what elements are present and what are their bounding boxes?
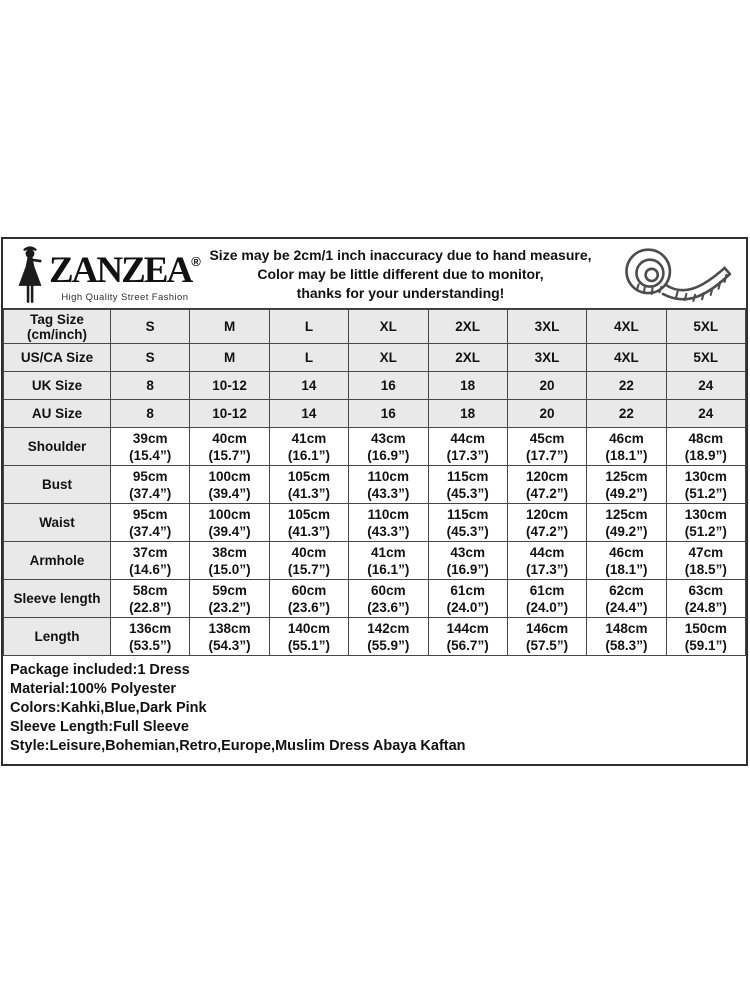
measurement-inch: (41.3”) — [287, 485, 330, 501]
measurement-cm: 38cm — [212, 544, 247, 560]
size-cell: M — [190, 310, 269, 344]
measurement-cm: 115cm — [447, 506, 489, 522]
measurement-cm: 45cm — [529, 430, 565, 446]
size-cell: 5XL — [666, 310, 745, 344]
measurement-cell — [269, 504, 348, 542]
measurement-inch: (22.8”) — [129, 599, 172, 615]
size-row — [4, 372, 746, 400]
brand-text — [49, 245, 201, 303]
measurement-cell — [666, 428, 745, 466]
size-cell: S — [111, 344, 190, 372]
measurement-cell — [507, 428, 586, 466]
measurement-inch: (23.2”) — [208, 599, 251, 615]
size-chart-sheet — [1, 237, 748, 766]
measurement-inch: (49.2”) — [605, 523, 648, 539]
measurement-cm: 95cm — [132, 506, 168, 522]
row-label: Shoulder — [4, 428, 111, 466]
row-label-line: (cm/inch) — [26, 326, 87, 342]
measurement-cell — [666, 542, 745, 580]
measurement-row — [4, 504, 746, 542]
measurement-inch: (23.6”) — [367, 599, 410, 615]
size-cell: 18 — [428, 372, 507, 400]
notice-line-1: Size may be 2cm/1 inch inaccuracy due to hand measure, — [209, 247, 592, 263]
measurement-inch: (16.9”) — [367, 447, 410, 463]
measurement-inch: (16.1”) — [367, 561, 410, 577]
measurement-cell — [587, 618, 666, 656]
measurement-inch: (39.4”) — [208, 485, 251, 501]
measurement-inch: (39.4”) — [208, 523, 251, 539]
measurement-cell — [349, 542, 428, 580]
notice-line-2: Color may be little different due to monitor, — [257, 266, 544, 282]
measurement-cm: 41cm — [371, 544, 406, 560]
size-cell: 16 — [349, 372, 428, 400]
measurement-inch: (24.0”) — [446, 599, 489, 615]
measurement-cm: 140cm — [287, 620, 330, 636]
measurement-inch: (55.9”) — [367, 637, 410, 653]
row-label — [4, 310, 111, 344]
measurement-cm: 48cm — [688, 430, 724, 446]
measurement-cell — [111, 466, 190, 504]
size-row — [4, 344, 746, 372]
measurement-cell — [269, 618, 348, 656]
measurement-cm: 47cm — [688, 544, 724, 560]
measurement-inch: (14.6”) — [129, 561, 172, 577]
measurement-cm: 120cm — [526, 468, 569, 484]
measurement-inch: (24.4”) — [605, 599, 648, 615]
measurement-cm: 43cm — [371, 430, 406, 446]
measurement-cm: 144cm — [446, 620, 489, 636]
note-package: Package included:1 Dress — [10, 662, 190, 678]
measure-notice — [195, 244, 606, 303]
measurement-cm: 39cm — [132, 430, 168, 446]
measurement-cm: 120cm — [526, 506, 569, 522]
measurement-inch: (15.7”) — [287, 561, 330, 577]
measurement-cell — [190, 428, 269, 466]
measurement-cell — [190, 504, 269, 542]
note-style: Style:Leisure,Bohemian,Retro,Europe,Muslim Dress Abaya Kaftan — [10, 738, 466, 754]
row-label: Sleeve length — [4, 580, 111, 618]
header — [3, 239, 746, 309]
size-cell: 8 — [111, 372, 190, 400]
measurement-cell — [507, 466, 586, 504]
measurement-cm: 95cm — [132, 468, 168, 484]
measurement-cell — [349, 428, 428, 466]
measurement-inch: (15.0”) — [208, 561, 251, 577]
measurement-inch: (41.3”) — [287, 523, 330, 539]
note-colors: Colors:Kahki,Blue,Dark Pink — [10, 700, 207, 716]
measurement-cm: 115cm — [447, 468, 489, 484]
measurement-inch: (15.7”) — [208, 447, 251, 463]
measurement-cm: 125cm — [605, 506, 648, 522]
measurement-inch: (59.1”) — [684, 637, 727, 653]
measurement-cm: 46cm — [609, 430, 644, 446]
measurement-inch: (18.1”) — [605, 447, 648, 463]
measurement-cell — [349, 580, 428, 618]
row-label: UK Size — [4, 372, 111, 400]
size-cell: L — [269, 310, 348, 344]
size-table — [3, 309, 746, 656]
size-row — [4, 400, 746, 428]
measurement-cell — [428, 504, 507, 542]
measurement-cm: 136cm — [129, 620, 172, 636]
measurement-cell — [507, 542, 586, 580]
measurement-cell — [666, 618, 745, 656]
measurement-cell — [428, 466, 507, 504]
size-cell: M — [190, 344, 269, 372]
measurement-cm: 61cm — [450, 582, 485, 598]
size-cell: 4XL — [587, 310, 666, 344]
measurement-cell — [111, 428, 190, 466]
size-cell: 18 — [428, 400, 507, 428]
size-cell: XL — [349, 310, 428, 344]
measurement-cell — [587, 580, 666, 618]
measurement-cell — [428, 428, 507, 466]
measurement-cell — [349, 504, 428, 542]
measurement-cell — [190, 618, 269, 656]
measurement-cm: 142cm — [367, 620, 410, 636]
measurement-cell — [269, 466, 348, 504]
row-label: Bust — [4, 466, 111, 504]
measurement-cell — [507, 504, 586, 542]
note-sleeve-length: Sleeve Length:Full Sleeve — [10, 719, 189, 735]
measurement-cell — [269, 542, 348, 580]
size-cell: 22 — [587, 372, 666, 400]
measurement-inch: (57.5”) — [526, 637, 569, 653]
measurement-cm: 61cm — [529, 582, 565, 598]
woman-silhouette-icon — [13, 243, 47, 305]
size-cell: 20 — [507, 372, 586, 400]
measurement-cm: 105cm — [287, 506, 330, 522]
size-cell: 24 — [666, 400, 745, 428]
measurement-inch: (18.1”) — [605, 561, 648, 577]
measurement-inch: (51.2”) — [684, 485, 727, 501]
measurement-cm: 40cm — [291, 544, 327, 560]
measurement-cell — [666, 580, 745, 618]
measurement-inch: (47.2”) — [526, 523, 569, 539]
measurement-cell — [587, 466, 666, 504]
size-cell: 3XL — [507, 310, 586, 344]
measurement-inch: (37.4”) — [129, 523, 172, 539]
size-cell: L — [269, 344, 348, 372]
measurement-cell — [111, 580, 190, 618]
size-cell: 24 — [666, 372, 745, 400]
product-notes — [3, 656, 746, 764]
size-cell: 20 — [507, 400, 586, 428]
size-cell: 8 — [111, 400, 190, 428]
measurement-inch: (24.0”) — [526, 599, 569, 615]
measurement-inch: (45.3”) — [446, 485, 489, 501]
measurement-cell — [507, 580, 586, 618]
row-label: Armhole — [4, 542, 111, 580]
size-table-body — [4, 310, 746, 656]
measurement-cm: 59cm — [212, 582, 247, 598]
measurement-inch: (37.4”) — [129, 485, 172, 501]
measurement-cell — [507, 618, 586, 656]
measurement-inch: (15.4”) — [129, 447, 172, 463]
measurement-inch: (18.9”) — [684, 447, 727, 463]
measurement-cm: 110cm — [367, 468, 409, 484]
size-cell: 10-12 — [190, 372, 269, 400]
measurement-cell — [587, 428, 666, 466]
brand-name: ZANZEA — [49, 249, 192, 291]
measurement-cell — [269, 580, 348, 618]
measurement-cell — [587, 542, 666, 580]
measurement-cm: 63cm — [688, 582, 724, 598]
measurement-cm: 110cm — [367, 506, 409, 522]
size-cell: 14 — [269, 400, 348, 428]
measurement-cm: 125cm — [605, 468, 648, 484]
size-cell: 3XL — [507, 344, 586, 372]
measurement-inch: (16.9”) — [446, 561, 489, 577]
measurement-inch: (45.3”) — [446, 523, 489, 539]
brand-logo — [3, 243, 201, 305]
measurement-cm: 150cm — [684, 620, 727, 636]
measurement-cm: 100cm — [208, 468, 251, 484]
measurement-inch: (17.7”) — [526, 447, 569, 463]
measurement-cell — [349, 466, 428, 504]
measurement-inch: (54.3”) — [208, 637, 251, 653]
measurement-inch: (24.8”) — [684, 599, 727, 615]
measurement-row — [4, 428, 746, 466]
size-cell: 10-12 — [190, 400, 269, 428]
measurement-row — [4, 618, 746, 656]
measurement-cm: 37cm — [132, 544, 168, 560]
measurement-inch: (49.2”) — [605, 485, 648, 501]
measurement-cm: 105cm — [287, 468, 330, 484]
measurement-cell — [428, 580, 507, 618]
measurement-cell — [269, 428, 348, 466]
measurement-row — [4, 466, 746, 504]
measurement-inch: (56.7”) — [446, 637, 489, 653]
measurement-cell — [111, 618, 190, 656]
measurement-inch: (43.3”) — [367, 523, 410, 539]
measurement-inch: (55.1”) — [287, 637, 330, 653]
measurement-inch: (17.3”) — [446, 447, 489, 463]
measurement-cm: 62cm — [609, 582, 644, 598]
measurement-inch: (18.5”) — [684, 561, 727, 577]
measurement-cell — [666, 504, 745, 542]
measurement-cm: 130cm — [684, 468, 727, 484]
measurement-cell — [428, 542, 507, 580]
measurement-cm: 130cm — [684, 506, 727, 522]
measurement-cm: 138cm — [208, 620, 251, 636]
measurement-inch: (16.1”) — [287, 447, 330, 463]
measurement-cell — [190, 466, 269, 504]
size-cell: XL — [349, 344, 428, 372]
measurement-inch: (58.3”) — [605, 637, 648, 653]
row-label-line: Tag Size — [30, 311, 84, 327]
size-cell: 22 — [587, 400, 666, 428]
measurement-cell — [111, 542, 190, 580]
size-cell: 2XL — [428, 344, 507, 372]
measurement-inch: (51.2”) — [684, 523, 727, 539]
measurement-cm: 60cm — [291, 582, 327, 598]
measurement-cell — [428, 618, 507, 656]
measurement-cell — [190, 542, 269, 580]
measurement-cm: 60cm — [371, 582, 406, 598]
measurement-cm: 148cm — [605, 620, 648, 636]
measurement-cm: 40cm — [212, 430, 247, 446]
notice-line-3: thanks for your understanding! — [296, 285, 505, 301]
measuring-tape-icon — [606, 241, 746, 307]
measurement-cell — [349, 618, 428, 656]
measurement-cell — [111, 504, 190, 542]
brand-tagline: High Quality Street Fashion — [61, 291, 189, 303]
size-cell: S — [111, 310, 190, 344]
measurement-cell — [666, 466, 745, 504]
measurement-cell — [587, 504, 666, 542]
row-label: Length — [4, 618, 111, 656]
row-label: Waist — [4, 504, 111, 542]
measurement-inch: (53.5”) — [129, 637, 172, 653]
measurement-cm: 146cm — [526, 620, 569, 636]
measurement-cm: 46cm — [609, 544, 644, 560]
measurement-inch: (17.3”) — [526, 561, 569, 577]
size-row — [4, 310, 746, 344]
measurement-cm: 43cm — [450, 544, 485, 560]
measurement-row — [4, 580, 746, 618]
measurement-inch: (43.3”) — [367, 485, 410, 501]
measurement-cell — [190, 580, 269, 618]
size-cell: 2XL — [428, 310, 507, 344]
measurement-cm: 100cm — [208, 506, 251, 522]
row-label: AU Size — [4, 400, 111, 428]
size-cell: 4XL — [587, 344, 666, 372]
measurement-cm: 58cm — [132, 582, 168, 598]
row-label: US/CA Size — [4, 344, 111, 372]
note-material: Material:100% Polyester — [10, 681, 177, 697]
measurement-row — [4, 542, 746, 580]
measurement-cm: 41cm — [291, 430, 327, 446]
measurement-inch: (47.2”) — [526, 485, 569, 501]
measurement-cm: 44cm — [450, 430, 485, 446]
size-cell: 5XL — [666, 344, 745, 372]
measurement-inch: (23.6”) — [287, 599, 330, 615]
measurement-cm: 44cm — [529, 544, 565, 560]
size-cell: 16 — [349, 400, 428, 428]
registered-mark: ® — [191, 253, 201, 269]
size-cell: 14 — [269, 372, 348, 400]
